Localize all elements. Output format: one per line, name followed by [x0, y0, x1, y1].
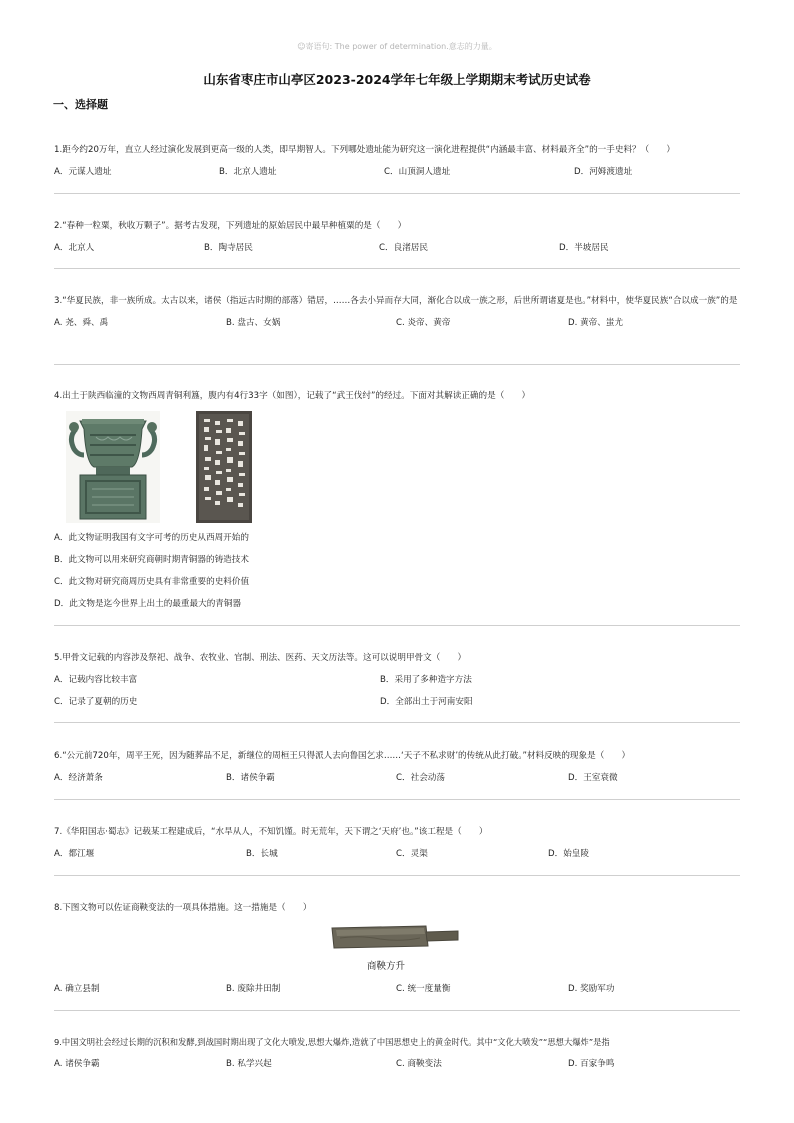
options-row — [54, 691, 744, 713]
question-stem: 7.《华阳国志·蜀志》记载某工程建成后，“水旱从人，不知饥馑。时无荒年，天下谓之‘天府’也。”该工程是（ ） — [54, 827, 488, 837]
divider — [54, 193, 740, 194]
image-caption: 商鞅方升 — [367, 961, 406, 972]
option-a[interactable]: A. 尧、舜、禹 — [54, 318, 109, 328]
option-d[interactable]: D. 奖励军功 — [568, 984, 615, 994]
option-c[interactable]: C. 统一度量衡 — [396, 984, 451, 994]
option-b[interactable]: B．陶寺居民 — [204, 243, 253, 253]
divider — [54, 1010, 740, 1011]
option-a[interactable]: A．北京人 — [54, 243, 95, 253]
divider — [54, 799, 740, 800]
question-3 — [54, 290, 744, 334]
divider — [54, 268, 740, 269]
options-row — [54, 312, 744, 334]
question-stem: 5.甲骨文记载的内容涉及祭祀、战争、农牧业、官制、刑法、医药、天文历法等。这可以说明甲骨文（ ） — [54, 653, 467, 663]
option-a[interactable]: A．此文物证明我国有文字可考的历史从西周开始的 — [54, 533, 249, 543]
options-row — [54, 161, 744, 183]
options-row — [54, 978, 744, 1000]
question-stem: 3.“华夏民族，非一族所成。太古以来，诸侯（指远古时期的部落）错居，……各去小异而存大同，渐化合以成一族之形，后世所谓诸夏是也。”材料中，使华夏民族“合以成一族”的是 — [54, 296, 738, 306]
header-motto: ☺寄语句: The power of determination.意志的力量。 — [297, 42, 497, 51]
option-d[interactable]: D．王室衰微 — [568, 773, 618, 783]
option-d[interactable]: D. 黄帝、蚩尤 — [568, 318, 624, 328]
question-stem: 6.“公元前720年，周平王死，因为随葬品不足，新继位的周桓王只得派人去向鲁国乞求……‘天子不私求财’的传统从此打破。”材料反映的现象是（ ） — [54, 751, 631, 761]
option-a[interactable]: A．经济萧条 — [54, 773, 103, 783]
option-a[interactable]: A．元谋人遗址 — [54, 167, 112, 177]
question-4 — [54, 385, 744, 407]
question-stem: 2.“春种一粒粟，秋收万颗子”。据考古发现，下列遗址的原始居民中最早种植粟的是（ ） — [54, 221, 407, 231]
option-b[interactable]: B. 废除井田制 — [226, 984, 281, 994]
option-a[interactable]: A. 诸侯争霸 — [54, 1059, 100, 1069]
option-d[interactable]: D．半坡居民 — [559, 243, 609, 253]
shang-yang-square-measure-image — [330, 918, 460, 952]
divider — [54, 875, 740, 876]
question-8 — [54, 897, 744, 919]
option-a[interactable]: A. 确立县制 — [54, 984, 100, 994]
option-a[interactable]: A．记载内容比较丰富 — [54, 675, 138, 685]
question-9 — [54, 1031, 744, 1075]
question-1 — [54, 139, 744, 183]
option-d[interactable]: D．全部出土于河南安阳 — [380, 697, 473, 707]
question-stem: 8.下图文物可以佐证商鞅变法的一项具体措施。这一措施是（ ） — [54, 903, 312, 913]
option-d[interactable]: D．河姆渡遗址 — [574, 167, 633, 177]
option-a[interactable]: A．都江堰 — [54, 849, 95, 859]
option-c[interactable]: C. 商鞅变法 — [396, 1059, 442, 1069]
options-row — [54, 237, 744, 259]
option-b[interactable]: B．北京人遗址 — [219, 167, 277, 177]
question-4-options — [54, 527, 744, 615]
option-b[interactable]: B．诸侯争霸 — [226, 773, 275, 783]
question-7 — [54, 821, 744, 865]
options-row — [54, 669, 744, 691]
document-title: 山东省枣庄市山亭区2023-2024学年七年级上学期期末考试历史试卷 — [203, 72, 591, 87]
option-d[interactable]: D．此文物是迄今世界上出土的最重最大的青铜器 — [54, 599, 242, 609]
options-row — [54, 843, 744, 865]
divider — [54, 364, 740, 365]
bronze-gui-vessel-image — [66, 411, 160, 523]
inscription-rubbing-image — [196, 411, 252, 523]
options-row — [54, 1053, 744, 1075]
divider — [54, 625, 740, 626]
option-d[interactable]: D. 百家争鸣 — [568, 1059, 615, 1069]
option-c[interactable]: C. 炎帝、黄帝 — [396, 318, 451, 328]
option-b[interactable]: B．采用了多种造字方法 — [380, 675, 472, 685]
option-c[interactable]: C．记录了夏朝的历史 — [54, 697, 138, 707]
option-b[interactable]: B．长城 — [246, 849, 278, 859]
question-stem: 1.距今约20万年，直立人经过演化发展到更高一级的人类，即早期智人。下列哪处遗址能为研究这一演化进程提供“内涵最丰富、材料最齐全”的一手史料？（ ） — [54, 145, 676, 155]
option-b[interactable]: B. 私学兴起 — [226, 1059, 272, 1069]
question-stem: 4.出土于陕西临潼的文物西周青铜利簋，腹内有4行33字（如图），记载了“武王伐纣”的经过。下面对其解读正确的是（ ） — [54, 391, 531, 401]
question-stem: 9.中国文明社会经过长期的沉积和发酵,到战国时期出现了文化大喷发,思想大爆炸,造就了中国思想史上的黄金时代。其中“文化大喷发”“思想大爆炸”是指 — [54, 1037, 610, 1047]
question-5 — [54, 647, 744, 713]
option-c[interactable]: C．此文物对研究商周历史具有非常重要的史料价值 — [54, 577, 250, 587]
section-heading: 一、选择题 — [53, 98, 108, 111]
option-c[interactable]: C．社会动荡 — [396, 773, 445, 783]
option-b[interactable]: B. 盘古、女娲 — [226, 318, 281, 328]
question-6 — [54, 745, 744, 789]
option-c[interactable]: C．山顶洞人遗址 — [384, 167, 451, 177]
option-c[interactable]: C．良渚居民 — [379, 243, 428, 253]
divider — [54, 722, 740, 723]
option-d[interactable]: D．始皇陵 — [548, 849, 589, 859]
options-row — [54, 767, 744, 789]
question-2 — [54, 215, 744, 259]
option-b[interactable]: B．此文物可以用来研究商朝时期青铜器的铸造技术 — [54, 555, 249, 565]
option-c[interactable]: C．灵渠 — [396, 849, 428, 859]
question-8-options — [54, 978, 744, 1000]
